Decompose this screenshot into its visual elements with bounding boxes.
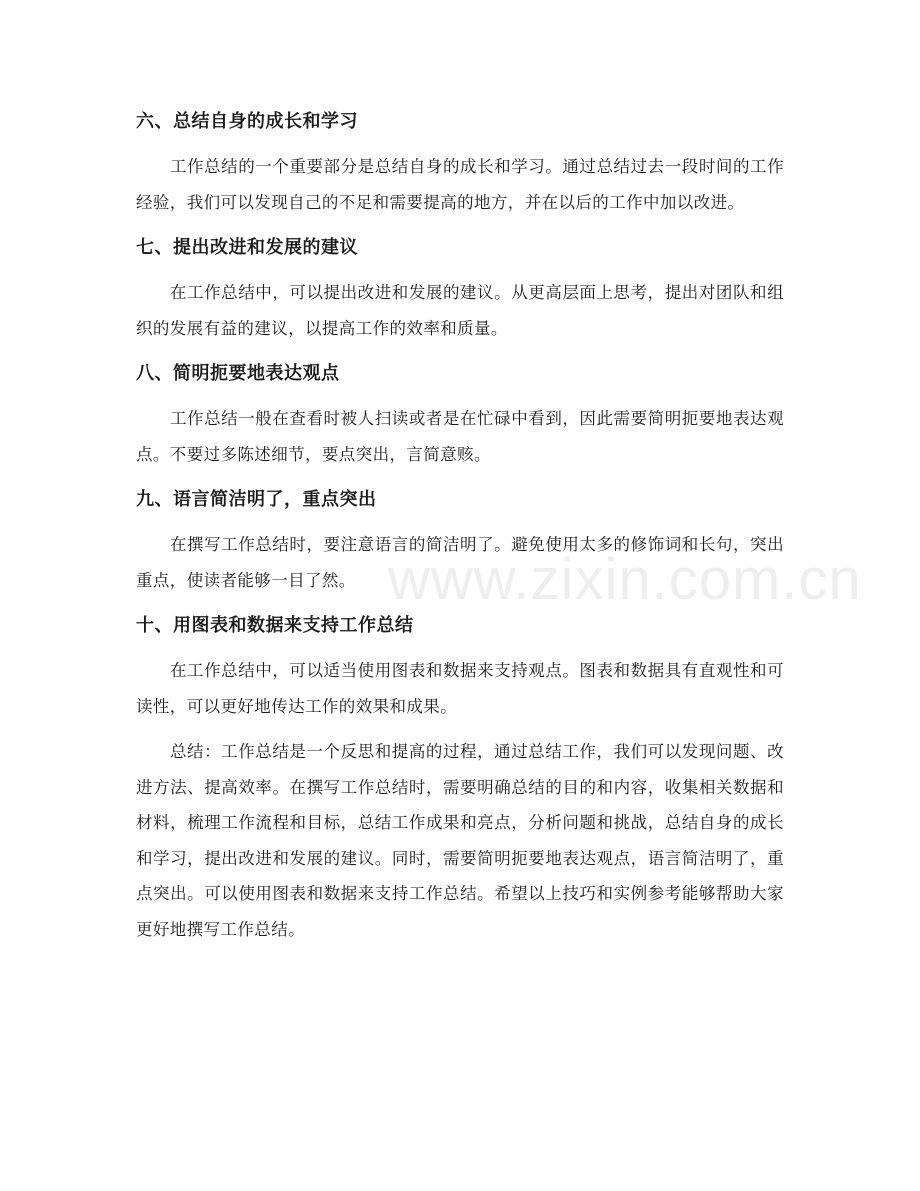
section-9 [136,482,784,598]
section-heading: 八、简明扼要地表达观点 [136,363,340,384]
section-paragraph: 工作总结一般在查看时被人扫读或者是在忙碌中看到，因此需要简明扼要地表达观点。不要过多陈述细节，要点突出，言简意赅。 [136,409,784,464]
section-paragraph: 在撰写工作总结时，要注意语言的简洁明了。避免使用太多的修饰词和长句，突出重点，使读者能够一目了然。 [136,535,784,590]
section-heading: 七、提出改进和发展的建议 [136,237,358,258]
section-10 [136,608,784,724]
section-heading: 十、用图表和数据来支持工作总结 [136,615,414,636]
document-page [136,104,784,957]
watermark: www.zixin.com.cn [388,547,862,612]
section-paragraph: 工作总结的一个重要部分是总结自身的成长和学习。通过总结过去一段时间的工作经验，我们可以发现自己的不足和需要提高的地方，并在以后的工作中加以改进。 [136,157,784,212]
summary-paragraph: 总结：工作总结是一个反思和提高的过程，通过总结工作，我们可以发现问题、改进方法、提高效率。在撰写工作总结时，需要明确总结的目的和内容，收集相关数据和材料，梳理工作流程和目标，总结工作成果和亮点，分析问题和挑战，总结自身的成长和学习，提出改进和发展的建议。同时，需要简明扼要地表达观点，语言简洁明了，重点突出。可以使用图表和数据来支持工作总结。希望以上技巧和实例参考能够帮助大家更好地撰写工作总结。 [136,742,784,939]
section-8 [136,356,784,472]
section-heading: 九、语言简洁明了，重点突出 [136,489,377,510]
section-paragraph: 在工作总结中，可以提出改进和发展的建议。从更高层面上思考，提出对团队和组织的发展有益的建议，以提高工作的效率和质量。 [136,283,784,338]
section-heading: 六、总结自身的成长和学习 [136,111,358,132]
section-6 [136,104,784,220]
section-paragraph: 在工作总结中，可以适当使用图表和数据来支持观点。图表和数据具有直观性和可读性，可以更好地传达工作的效果和成果。 [136,661,784,716]
section-7 [136,230,784,346]
